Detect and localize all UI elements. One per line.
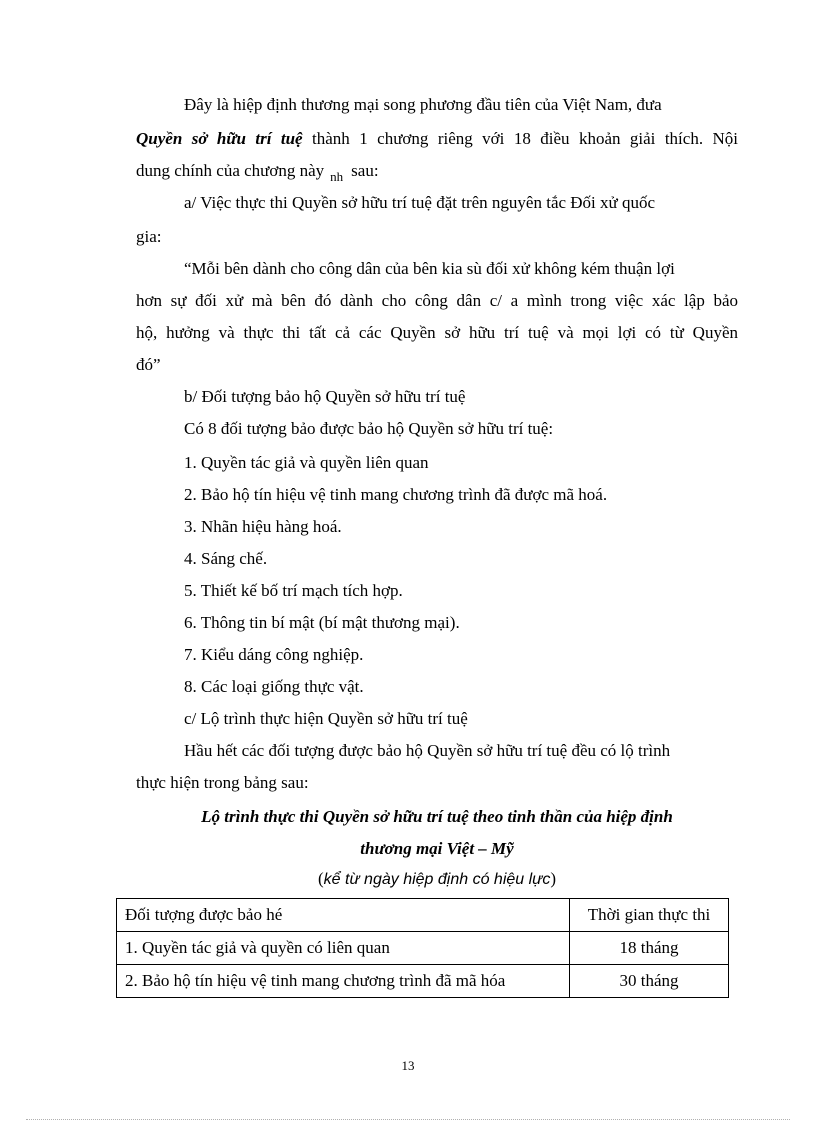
list-item: 7. Kiểu dáng công nghiệp. bbox=[184, 645, 364, 664]
list-item: 3. Nhãn hiệu hàng hoá. bbox=[184, 517, 342, 536]
section-c-line-1: Hầu hết các đối tượng được bảo hộ Quyền sở hữu trí tuệ đều có lộ trình bbox=[184, 741, 671, 760]
paragraph-1-line-2 bbox=[136, 128, 738, 150]
page-boundary-divider bbox=[26, 1119, 790, 1120]
paragraph-1-line-3-b: sau: bbox=[351, 161, 379, 180]
list-item: 6. Thông tin bí mật (bí mật thương mại). bbox=[184, 613, 460, 632]
paragraph-1-line-3-a: dung chính của chương này bbox=[136, 161, 325, 180]
paragraph-1-line-3 bbox=[136, 160, 379, 183]
schedule-table bbox=[116, 898, 729, 998]
table-row bbox=[117, 965, 729, 998]
quote-line-3: hộ, hưởng và thực thi tất cả các Quyền sở hữu trí tuệ và mọi lợi có từ Quyền bbox=[136, 323, 738, 342]
table-header-cell: Đối tượng được bảo hé bbox=[117, 899, 570, 932]
section-b-intro: Có 8 đối tượng bảo được bảo hộ Quyền sở hữu trí tuệ: bbox=[184, 419, 554, 438]
paragraph-1-line-1: Đây là hiệp định thương mại song phương đầu tiên của Việt Nam, đưa bbox=[184, 95, 662, 114]
table-caption-line-1: Lộ trình thực thi Quyền sở hữu trí tuệ theo tinh thần của hiệp định bbox=[201, 807, 673, 826]
list-item: 2. Bảo hộ tín hiệu vệ tinh mang chương trình đã được mã hoá. bbox=[184, 485, 608, 504]
paragraph-1-line-2-rest: thành 1 chương riêng với 18 điều khoản giải thích. Nội bbox=[302, 129, 738, 148]
table-cell: 1. Quyền tác giả và quyền có liên quan bbox=[117, 932, 570, 965]
list-item: 5. Thiết kế bố trí mạch tích hợp. bbox=[184, 581, 403, 600]
table-caption-sub-text: kể từ ngày hiệp định có hiệu lực bbox=[323, 871, 551, 888]
table-header-cell: Thời gian thực thi bbox=[570, 899, 729, 932]
section-b-heading: b/ Đối tượng bảo hộ Quyền sở hữu trí tuệ bbox=[184, 387, 466, 406]
table-caption-sub: (kể từ ngày hiệp định có hiệu lực) bbox=[318, 869, 556, 888]
list-item: 8. Các loại giống thực vật. bbox=[184, 677, 364, 696]
bold-term: Quyền sở hữu trí tuệ bbox=[136, 129, 303, 148]
section-c-line-2: thực hiện trong bảng sau: bbox=[136, 773, 309, 792]
quote-line-4: đó” bbox=[136, 355, 161, 374]
table-row bbox=[117, 932, 729, 965]
table-cell: 30 tháng bbox=[570, 965, 729, 998]
paragraph-1-line-3-sub: nh bbox=[330, 169, 344, 184]
section-c-heading: c/ Lộ trình thực hiện Quyền sở hữu trí tuệ bbox=[184, 709, 468, 728]
table-cell: 2. Bảo hộ tín hiệu vệ tinh mang chương trình đã mã hóa bbox=[117, 965, 570, 998]
table-cell: 18 tháng bbox=[570, 932, 729, 965]
page-number: 13 bbox=[401, 1058, 415, 1073]
quote-line-1: “Mỗi bên dành cho công dân của bên kia sù đối xử không kém thuận lợi bbox=[184, 259, 675, 278]
section-a-line-2: gia: bbox=[136, 227, 162, 246]
table-header-row bbox=[117, 899, 729, 932]
list-item: 4. Sáng chế. bbox=[184, 549, 268, 568]
list-item: 1. Quyền tác giả và quyền liên quan bbox=[184, 453, 429, 472]
section-a-line-1: a/ Việc thực thi Quyền sở hữu trí tuệ đặt trên nguyên tắc Đối xử quốc bbox=[184, 193, 656, 212]
table-caption-line-2: thương mại Việt – Mỹ bbox=[360, 839, 514, 858]
quote-line-2: hơn sự đối xử mà bên đó dành cho công dân c/ a mình trong việc xác lập bảo bbox=[136, 291, 738, 310]
